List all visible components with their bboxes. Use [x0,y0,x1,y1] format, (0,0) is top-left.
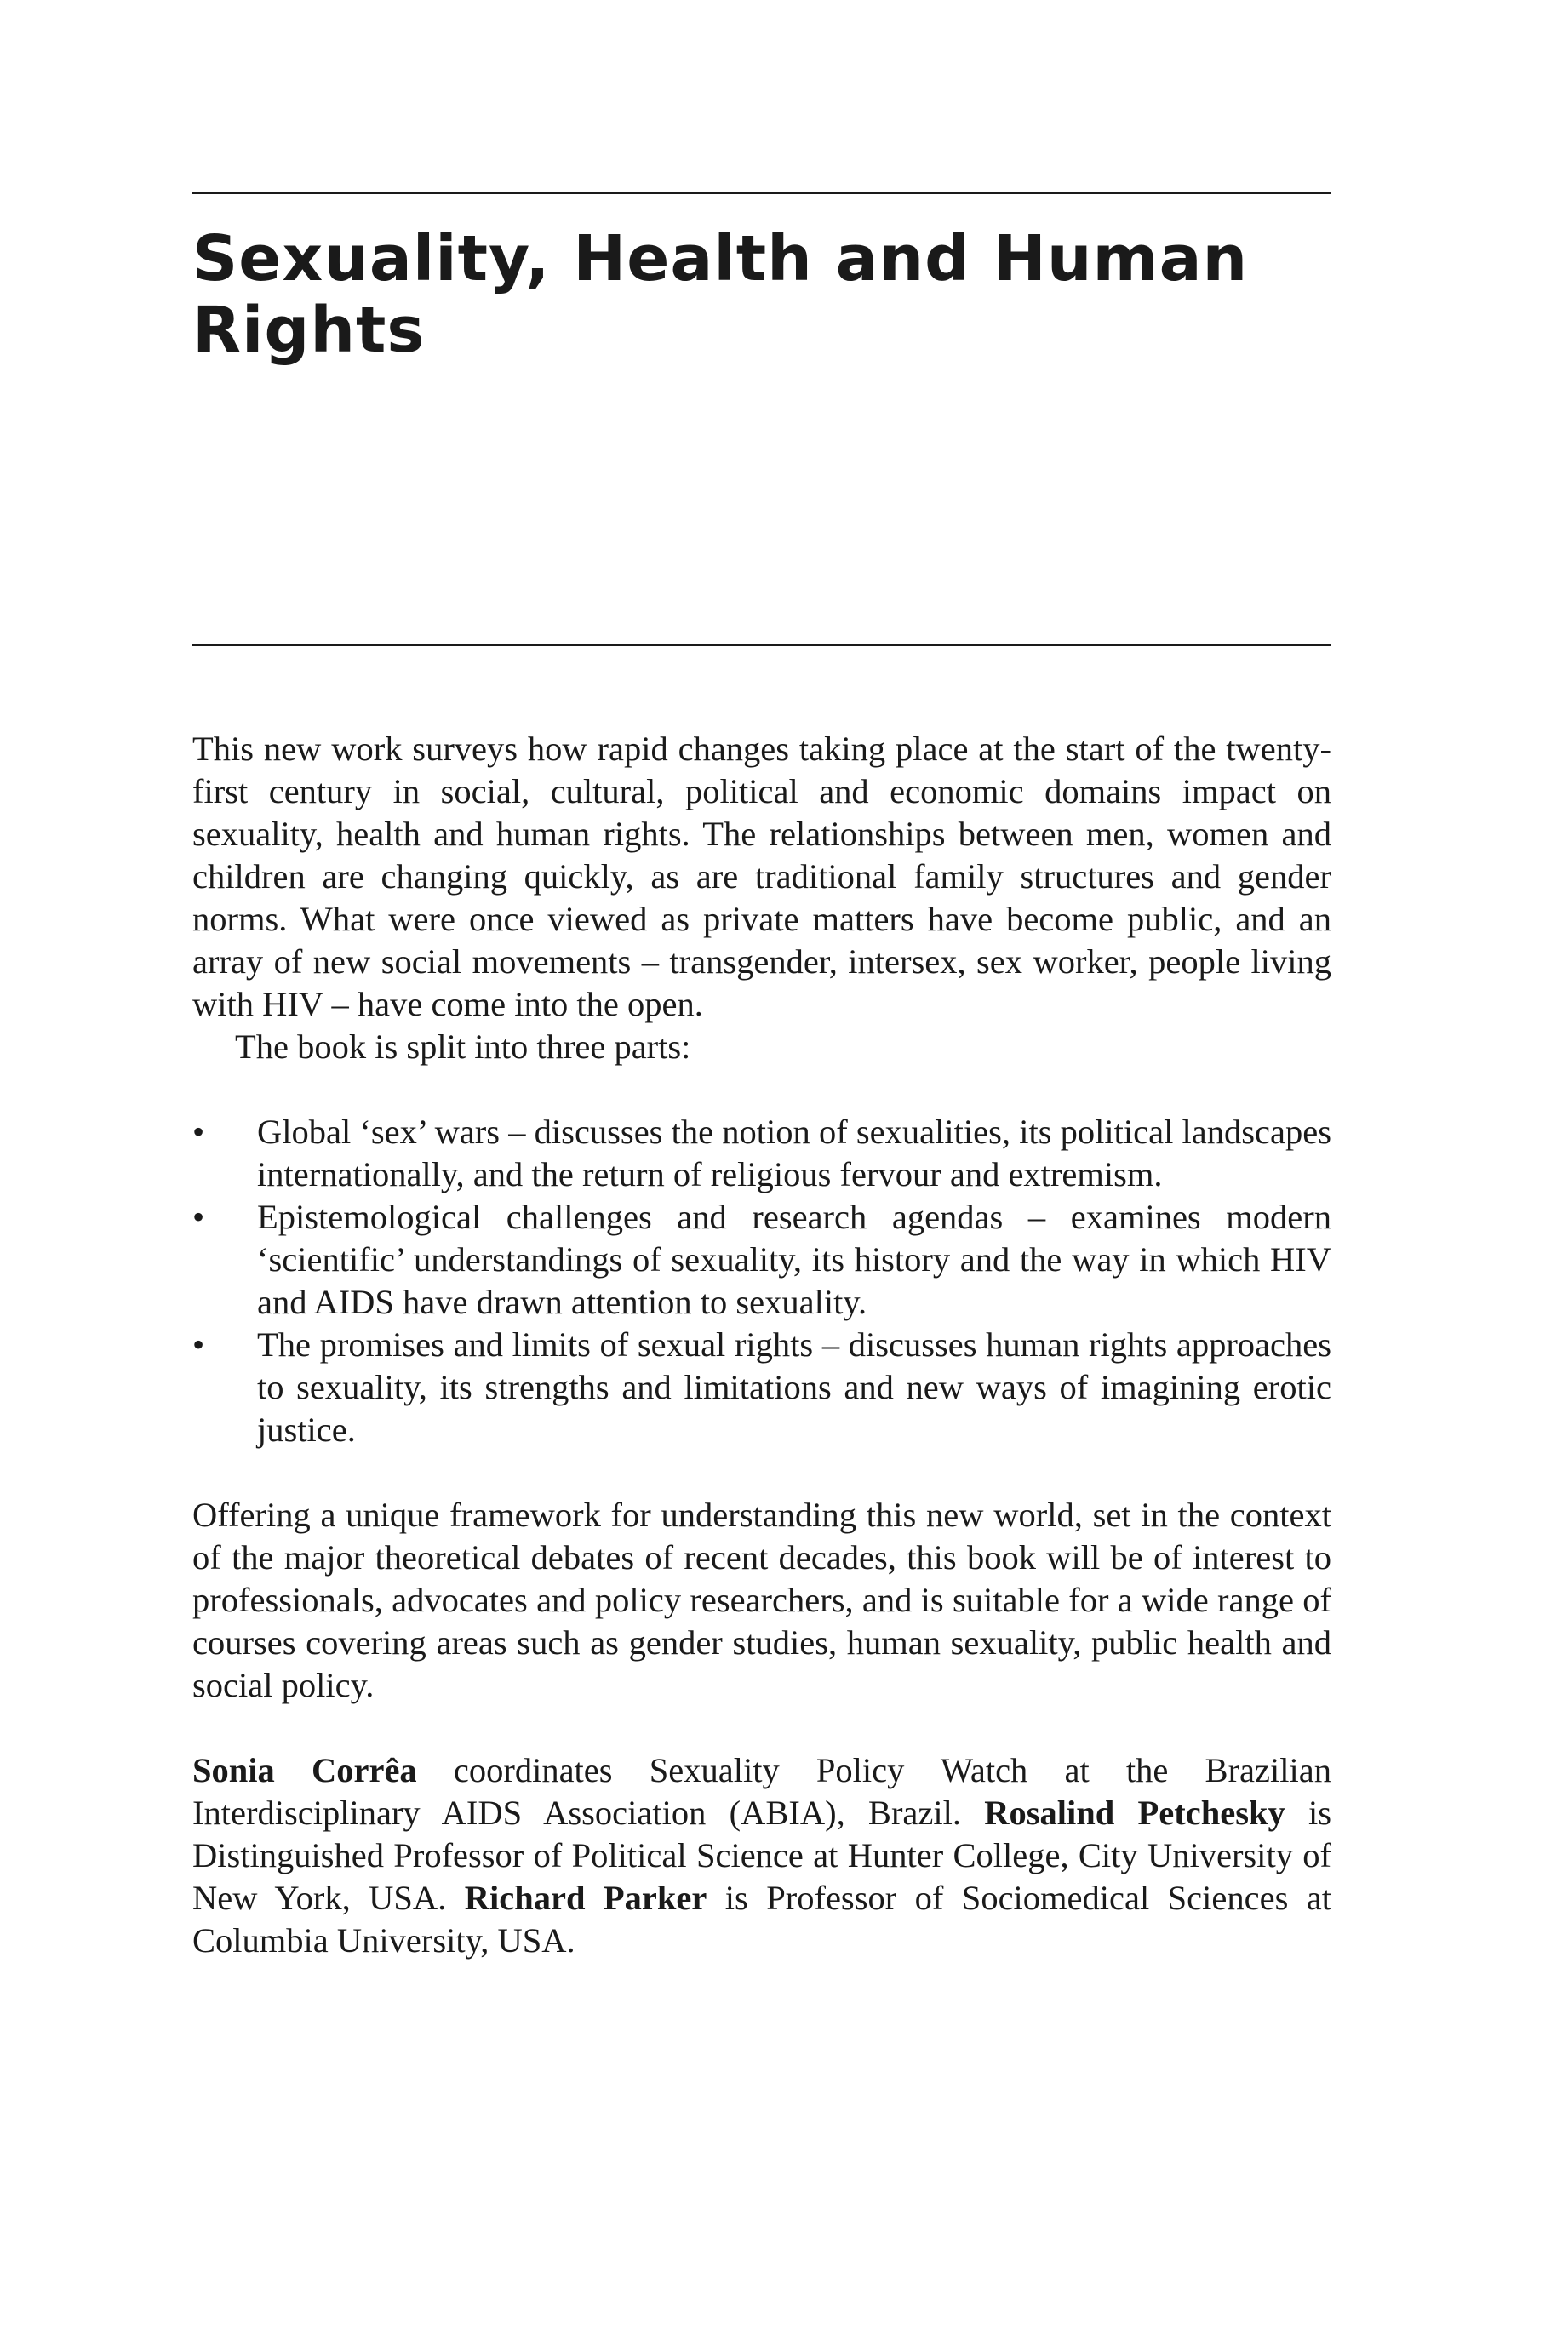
top-rule [192,192,1331,194]
author-bio: is Distinguished Professor of Political Science at Hunter College, City University of New York, USA. [192,1794,1332,1917]
list-item-text: Epistemological challenges and research agendas – examines modern ‘scientific’ understandings of sexuality, its history and the way in which HIV and AIDS have drawn attention to sexuality. [257,1198,1331,1321]
parts-intro: The book is split into three parts: [235,1027,691,1066]
bullet-icon: • [192,1325,205,1364]
intro-paragraph: This new work surveys how rapid changes taking place at the start of the twenty-first century in social, cultural, political and economic domains impact on sexuality, health and human rights. The relationships between men, women and children are changing quickly, as are traditional family structures and gender norms. What were once viewed as private matters have become public, and an array of new social movements – transgender, intersex, sex worker, people living with HIV – have come into the open. [192,730,1331,1023]
parts-list [192,1111,1331,1451]
author-name: Sonia Corrêa [192,1751,417,1789]
author-bios [192,1749,1331,1962]
bullet-icon: • [192,1113,205,1151]
list-item-text: The promises and limits of sexual rights – discusses human rights approaches to sexuality, its strengths and limitations and new ways of imagining erotic justice. [257,1325,1331,1449]
author-name: Rosalind Petchesky [984,1794,1285,1832]
list-item [192,1111,1331,1196]
author-name: Richard Parker [464,1879,707,1917]
author-bio: is Professor of Sociomedical Sciences at Columbia University, USA. [192,1879,1331,1960]
title-bottom-rule [192,644,1331,646]
book-description [192,728,1331,1962]
book-title: Sexuality, Health and Human Rights [192,222,1249,367]
author-bio: coordinates Sexuality Policy Watch at the Brazilian Interdisciplinary AIDS Association (ABIA), Brazil. [192,1751,1331,1832]
list-item [192,1196,1331,1324]
closing-paragraph: Offering a unique framework for understanding this new world, set in the context of the major theoretical debates of recent decades, this book will be of interest to professionals, advocates and policy researchers, and is suitable for a wide range of courses covering areas such as gender studies, human sexuality, public health and social policy. [192,1496,1331,1704]
bullet-icon: • [192,1198,205,1236]
list-item [192,1324,1331,1451]
list-item-text: Global ‘sex’ wars – discusses the notion of sexualities, its political landscapes internationally, and the return of religious fervour and extremism. [257,1113,1331,1193]
